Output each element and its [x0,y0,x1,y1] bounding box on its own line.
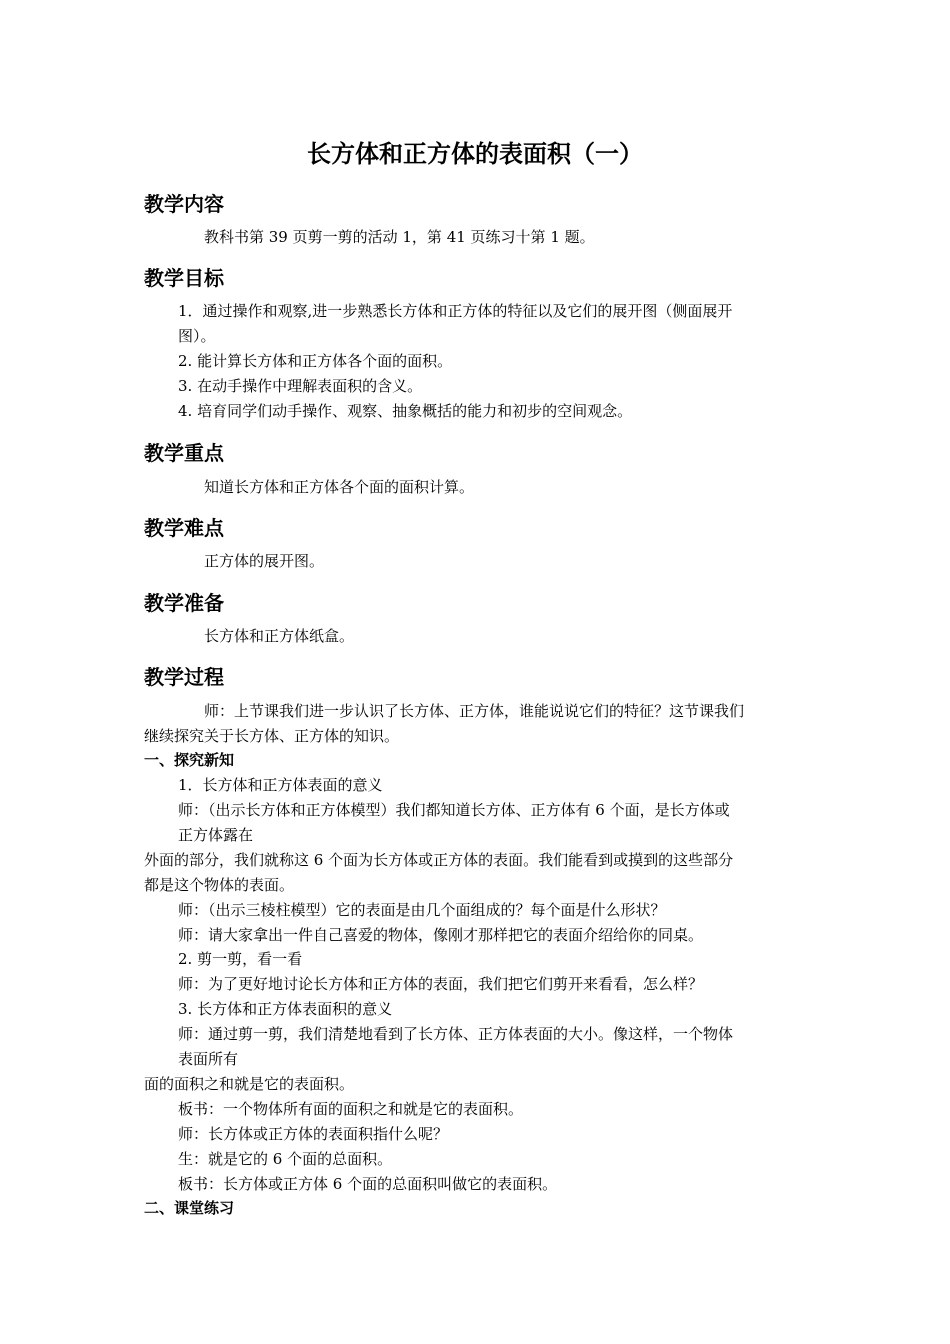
preparation-text: 长方体和正方体纸盒。 [204,627,355,645]
process-line: 板书：一个物体所有面的面积之和就是它的表面积。 [178,1100,524,1118]
heading-goals: 教学目标 [144,266,224,290]
process-line: 1．长方体和正方体表面的意义 [178,776,383,794]
process-line: 表面所有 [178,1050,239,1068]
difficulty-text: 正方体的展开图。 [204,552,325,570]
heading-process: 教学过程 [144,665,224,689]
goal-item: 图）。 [178,327,216,345]
process-line: 师：长方体或正方体的表面积指什么呢？ [178,1125,449,1143]
goal-item: 4. 培育同学们动手操作、观察、抽象概括的能力和初步的空间观念。 [178,402,633,420]
process-line: 师：通过剪一剪，我们清楚地看到了长方体、正方体表面的大小。像这样，一个物体 [178,1025,734,1043]
process-line: 2. 剪一剪，看一看 [178,950,303,968]
process-line: 正方体露在 [178,826,254,844]
heading-difficulty: 教学难点 [144,516,224,540]
document-title: 长方体和正方体的表面积（一） [307,140,643,168]
heading-content: 教学内容 [144,192,224,216]
process-line: 生：就是它的 6 个面的总面积。 [178,1150,393,1168]
part2-title: 二、课堂练习 [144,1199,235,1217]
content-text: 教科书第 39 页剪一剪的活动 1，第 41 页练习十第 1 题。 [204,228,595,246]
heading-preparation: 教学准备 [144,591,224,615]
process-line: 面的面积之和就是它的表面积。 [144,1075,355,1093]
process-line: 都是这个物体的表面。 [144,876,295,894]
process-line: 外面的部分，我们就称这 6 个面为长方体或正方体的表面。我们能看到或摸到的这些部分 [144,851,734,869]
heading-key-point: 教学重点 [144,441,224,465]
process-line: 师：请大家拿出一件自己喜爱的物体，像刚才那样把它的表面介绍给你的同桌。 [178,926,704,944]
process-line: 师：（出示三棱柱模型）它的表面是由几个面组成的？每个面是什么形状？ [178,901,666,919]
process-line: 师：（出示长方体和正方体模型）我们都知道长方体、正方体有 6 个面，是长方体或 [178,801,730,819]
goal-item: 3. 在动手操作中理解表面积的含义。 [178,377,423,395]
process-line: 板书：长方体或正方体 6 个面的总面积叫做它的表面积。 [178,1175,558,1193]
part1-title: 一、探究新知 [144,751,235,769]
process-intro-line: 师：上节课我们进一步认识了长方体、正方体，谁能说说它们的特征？这节课我们 [204,702,745,720]
process-line: 师：为了更好地讨论长方体和正方体的表面，我们把它们剪开来看看，怎么样？ [178,975,704,993]
goal-item: 2. 能计算长方体和正方体各个面的面积。 [178,352,453,370]
process-intro-line: 继续探究关于长方体、正方体的知识。 [144,727,400,745]
goal-item: 1．通过操作和观察,进一步熟悉长方体和正方体的特征以及它们的展开图（侧面展开 [178,302,733,320]
process-line: 3. 长方体和正方体表面积的意义 [178,1000,393,1018]
key-point-text: 知道长方体和正方体各个面的面积计算。 [204,478,475,496]
